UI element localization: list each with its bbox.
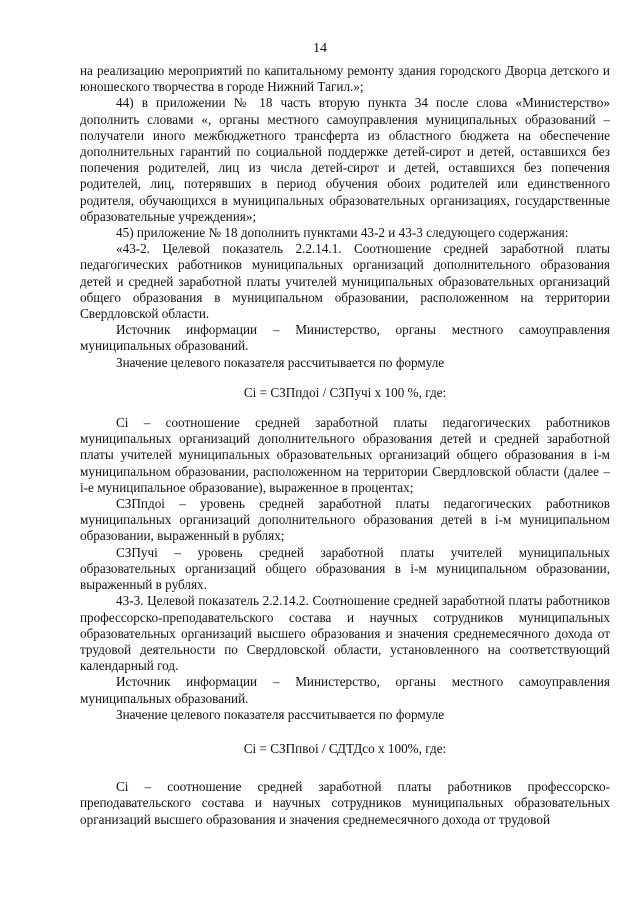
paragraph-item-44: 44) в приложении № 18 часть вторую пункта 34 после слова «Министерство» дополнить словами «, органы местного самоуправления муниципальных образований – получатели иного межбюджетного трансферта из областного бюджета на обеспечение дополнительных гарантий по социальной поддержке детей-сирот и детей, оставшихся без попечения родителей, лиц из числа детей-сирот и детей, оставшихся без попечения родителей, лиц, потерявших в период обучения обоих родителей или единственного родителя, обучающихся в муниципальных образовательных организациях, государственные образовательные учреждения»;: [80, 95, 610, 224]
paragraph-formula-intro-2: Значение целевого показателя рассчитывается по формуле: [116, 706, 445, 722]
paragraph-def-ci-1: Ci – соотношение средней заработной платы педагогических работников муниципальных организаций дополнительного образования детей и средней заработной платы учителей муниципальных образовательных организаций общего образования в i-м муниципальном образовании, расположенном на территории Свердловской области (далее – i-е муниципальное образование), выраженное в процентах;: [80, 415, 610, 495]
paragraph-source-1: Источник информации – Министерство, органы местного самоуправления муниципальных образований.: [80, 322, 610, 354]
paragraph-def-szpuch: СЗПучi – уровень средней заработной платы учителей муниципальных образовательных организаций общего образования в i-м муниципальном образовании, выраженный в рублях.: [80, 544, 610, 593]
paragraph-item-45: 45) приложение № 18 дополнить пунктами 43-2 и 43-3 следующего содержания:: [116, 225, 569, 241]
formula-1: Ci = СЗПпдоi / СЗПучi x 100 %, где:: [243, 384, 447, 400]
paragraph-formula-intro-1: Значение целевого показателя рассчитывается по формуле: [116, 354, 445, 370]
formula-2: Ci = СЗПпвоi / СДТДсо x 100%, где:: [243, 740, 447, 756]
paragraph-point-43-2: «43-2. Целевой показатель 2.2.14.1. Соотношение средней заработной платы педагогических работников муниципальных организаций дополнительного образования детей и средней заработной платы учителей муниципальных образовательных организаций общего образования в муниципальном образовании, расположенном на территории Свердловской области.: [80, 241, 610, 322]
paragraph-continuation: на реализацию мероприятий по капитальному ремонту здания городского Дворца детского и юношеского творчества в городе Нижний Тагил.»;: [80, 63, 610, 95]
document-body: [80, 63, 610, 828]
page-number: 14: [313, 41, 327, 56]
paragraph-def-ci-2: Ci – соотношение средней заработной платы работников профессорско-преподавательского состава и научных сотрудников муниципальных образовательных организаций высшего образования и значения среднемесячного дохода от трудовой: [80, 779, 610, 827]
paragraph-point-43-3: 43-3. Целевой показатель 2.2.14.2. Соотношение средней заработной платы работников профессорско-преподавательского состава и научных сотрудников муниципальных образовательных организаций высшего образования и значения среднемесячного дохода от трудовой деятельности по Свердловской области, установленного на соответствующий календарный год.: [80, 593, 610, 674]
paragraph-def-szppdo: СЗПпдоi – уровень средней заработной платы педагогических работников муниципальных организаций дополнительного образования детей в i-м муниципальном образовании, выраженный в рублях;: [80, 496, 610, 544]
paragraph-source-2: Источник информации – Министерство, органы местного самоуправления муниципальных образований.: [80, 674, 610, 706]
